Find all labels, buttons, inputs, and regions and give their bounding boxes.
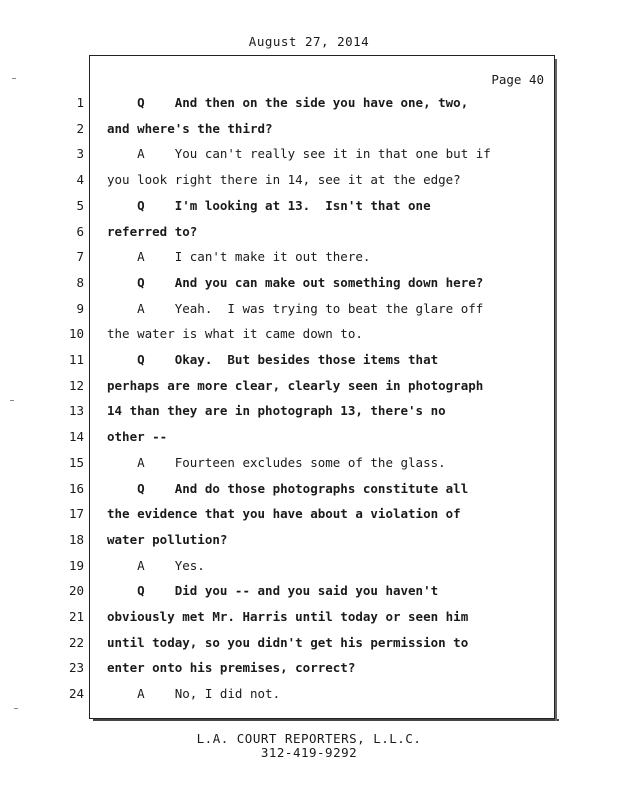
- transcript-line: enter onto his premises, correct?: [107, 660, 356, 675]
- line-number: 23: [68, 660, 84, 675]
- line-number: 15: [68, 455, 84, 470]
- line-number: 21: [68, 609, 84, 624]
- transcript-line: Q And do those photographs constitute all: [107, 481, 469, 496]
- line-number: 10: [68, 326, 84, 341]
- line-number: 1: [76, 95, 84, 110]
- header-date: August 27, 2014: [248, 34, 370, 49]
- transcript-line: Q I'm looking at 13. Isn't that one: [107, 198, 431, 213]
- line-number: 20: [68, 583, 84, 598]
- transcript-line: Q And you can make out something down here?: [107, 275, 484, 290]
- line-number: 4: [76, 172, 84, 187]
- transcript-line: A Yes.: [107, 558, 205, 573]
- line-number: 11: [68, 352, 84, 367]
- line-number: 17: [68, 506, 84, 521]
- line-number: 24: [68, 686, 84, 701]
- line-number: 13: [68, 403, 84, 418]
- line-number: 14: [68, 429, 84, 444]
- scan-mark: [12, 78, 16, 79]
- line-number: 19: [68, 558, 84, 573]
- line-number: 3: [76, 146, 84, 161]
- transcript-line: until today, so you didn't get his permission to: [107, 635, 469, 650]
- footer-company: L.A. COURT REPORTERS, L.L.C.: [196, 731, 422, 746]
- scan-mark: [14, 708, 18, 709]
- frame-shadow-right: [555, 59, 557, 721]
- transcript-line: A Yeah. I was trying to beat the glare off: [107, 301, 484, 316]
- line-number: 6: [76, 224, 84, 239]
- line-number: 22: [68, 635, 84, 650]
- transcript-line: 14 than they are in photograph 13, there's no: [107, 403, 446, 418]
- line-number: 18: [68, 532, 84, 547]
- line-number: 7: [76, 249, 84, 264]
- footer-phone: 312-419-9292: [260, 745, 358, 760]
- line-number: 9: [76, 301, 84, 316]
- transcript-line: Q And then on the side you have one, two,: [107, 95, 469, 110]
- line-number: 5: [76, 198, 84, 213]
- transcript-line: A You can't really see it in that one but if: [107, 146, 491, 161]
- transcript-line: other --: [107, 429, 168, 444]
- line-number: 2: [76, 121, 84, 136]
- transcript-line: you look right there in 14, see it at the edge?: [107, 172, 461, 187]
- line-number: 12: [68, 378, 84, 393]
- transcript-line: water pollution?: [107, 532, 228, 547]
- transcript-line: A No, I did not.: [107, 686, 281, 701]
- frame-shadow-bottom: [93, 719, 559, 721]
- scan-mark: [10, 400, 14, 401]
- transcript-line: obviously met Mr. Harris until today or seen him: [107, 609, 469, 624]
- transcript-line: perhaps are more clear, clearly seen in photograph: [107, 378, 484, 393]
- transcript-line: the evidence that you have about a violation of: [107, 506, 461, 521]
- transcript-line: Q Okay. But besides those items that: [107, 352, 439, 367]
- transcript-line: the water is what it came down to.: [107, 326, 363, 341]
- line-number: 16: [68, 481, 84, 496]
- transcript-line: Q Did you -- and you said you haven't: [107, 583, 439, 598]
- transcript-line: A Fourteen excludes some of the glass.: [107, 455, 446, 470]
- transcript-line: and where's the third?: [107, 121, 273, 136]
- transcript-line: referred to?: [107, 224, 198, 239]
- line-number: 8: [76, 275, 84, 290]
- transcript-line: A I can't make it out there.: [107, 249, 371, 264]
- page-number: Page 40: [491, 72, 544, 87]
